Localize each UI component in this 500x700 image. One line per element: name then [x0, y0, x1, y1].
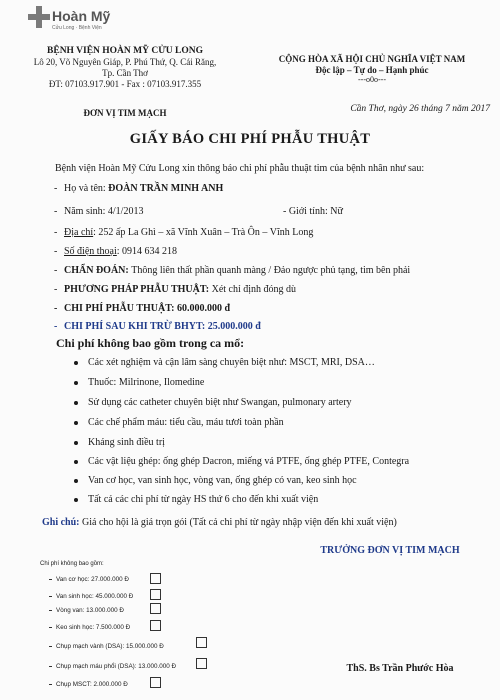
logo-brand: Hoàn Mỹ [52, 8, 111, 24]
hospital-phone-fax: ĐT: 07103.917.901 - Fax : 07103.917.355 [48, 79, 202, 89]
patient-phone-label: Số điện thoại [64, 246, 117, 257]
checkbox[interactable] [150, 603, 161, 614]
signature-title: TRƯỞNG ĐƠN VỊ TIM MẠCH [320, 545, 460, 556]
intro-text: Bệnh viện Hoàn Mỹ Cửu Long xin thông báo chi phí phẫu thuật tim của bệnh nhân như sau: [55, 163, 425, 174]
diagnosis-label: CHẨN ĐOÁN: [64, 265, 132, 276]
patient-address-value: : 252 ấp La Ghì – xã Vĩnh Xuân – Trà Ôn – Vĩnh Long [93, 227, 314, 238]
note [42, 517, 397, 528]
patient-phone-value: : 0914 634 218 [116, 246, 178, 257]
signer-name: ThS. Bs Trần Phước Hòa [346, 663, 454, 674]
nation-separator: ---o0o--- [358, 75, 386, 84]
list-item: Kháng sinh điều trị [88, 437, 165, 448]
document-date: Cần Thơ, ngày 26 tháng 7 năm 2017 [350, 104, 490, 114]
extra-costs-heading: Chi phí không bao gồm: [40, 561, 104, 567]
diagnosis-row: - CHẨN ĐOÁN: Thông liên thất phần quanh màng / Đảo ngược phủ tạng, tim bên phải [54, 265, 411, 276]
checkbox[interactable] [150, 589, 161, 600]
checkbox[interactable] [150, 620, 161, 631]
patient-gender-row [283, 206, 343, 217]
checkbox[interactable] [150, 573, 161, 584]
extra-cost-item: Vòng van: 13.000.000 Đ [56, 607, 124, 614]
patient-address-label: Địa chỉ [64, 227, 94, 238]
document-title: GIẤY BÁO CHI PHÍ PHẪU THUẬT [129, 131, 371, 147]
extra-cost-item: Van cơ học: 27.000.000 Đ [56, 576, 129, 583]
cross-logo-icon [28, 6, 50, 28]
checkbox[interactable] [196, 637, 207, 648]
patient-dob-label: Năm sinh: [64, 206, 108, 217]
cost-after-insurance-row: - CHI PHÍ SAU KHI TRỪ BHYT: 25.000.000 đ [54, 321, 261, 332]
surgery-cost-row: - CHI PHÍ PHẪU THUẬT: 60.000.000 đ [54, 303, 231, 314]
patient-address-row: - Địa chỉ: 252 ấp La Ghì – xã Vĩnh Xuân – Trà Ôn – Vĩnh Long [54, 227, 314, 238]
surgery-method-label: PHƯƠNG PHÁP PHẪU THUẬT: [64, 284, 212, 295]
list-item: Thuốc: Milrinone, Ilomedine [88, 377, 204, 388]
nation-motto: Độc lập – Tự do – Hạnh phúc [315, 65, 429, 75]
national-header [262, 54, 482, 84]
hospital-header [20, 46, 230, 90]
checkbox[interactable] [196, 658, 207, 669]
surgery-method-value: Xét chỉ định đóng dù [211, 284, 297, 295]
list-item: Tất cả các chi phí từ ngày HS thứ 6 cho đến khi xuất viện [88, 494, 318, 505]
extra-cost-item: Chụp mạch máu phổi (DSA): 13.000.000 Đ [56, 663, 176, 670]
surgery-method-row: - PHƯƠNG PHÁP PHẪU THUẬT: Xét chỉ định đóng dù [54, 284, 297, 295]
hospital-logo [22, 6, 111, 31]
patient-gender-label: - Giới tính: [283, 206, 331, 217]
hospital-address-line-2: Tp. Cần Thơ [102, 68, 148, 78]
list-item: Các chế phẩm máu: tiểu cầu, máu tươi toàn phần [88, 417, 284, 428]
patient-name-label: Họ và tên: [64, 183, 109, 194]
list-item: Các xét nghiệm và cận lâm sàng chuyên biệt như: MSCT, MRI, DSA… [88, 357, 375, 368]
cost-after-insurance: CHI PHÍ SAU KHI TRỪ BHYT: 25.000.000 đ [64, 321, 261, 332]
hospital-name: BỆNH VIỆN HOÀN MỸ CỬU LONG [47, 46, 203, 56]
note-text: Giá cho hội là giá trọn gói (Tất cả chi phí từ ngày nhập viện đến khi xuất viện) [82, 517, 397, 528]
checkbox[interactable] [150, 677, 161, 688]
list-item: Sử dụng các catheter chuyên biệt như Swangan, pulmonary artery [88, 397, 352, 408]
extra-cost-item: Chụp MSCT: 2.000.000 Đ [56, 681, 128, 688]
patient-name-value: ĐOÀN TRẦN MINH ANH [108, 183, 224, 194]
patient-gender-value: Nữ [330, 206, 343, 217]
hospital-address-line-1: Lô 20, Võ Nguyên Giáp, P. Phú Thứ, Q. Cái Răng, [33, 57, 217, 67]
patient-dob-value: 4/1/2013 [107, 206, 144, 217]
section-title: Chi phí không bao gồm trong ca mổ: [56, 336, 245, 350]
patient-name-row: - Họ và tên: ĐOÀN TRẦN MINH ANH [54, 183, 224, 194]
list-item: Van cơ học, van sinh học, vòng van, ống ghép có van, keo sinh học [88, 475, 357, 486]
extra-cost-item: Chụp mạch vành (DSA): 15.000.000 Đ [56, 643, 164, 650]
patient-dob-row: - Năm sinh: 4/1/2013 [54, 206, 144, 217]
extra-cost-item: Keo sinh học: 7.500.000 Đ [56, 624, 130, 631]
patient-phone-row: - Số điện thoại: 0914 634 218 [54, 246, 178, 257]
nation-title: CỘNG HÒA XÃ HỘI CHỦ NGHĨA VIỆT NAM [278, 54, 466, 64]
surgery-cost: CHI PHÍ PHẪU THUẬT: 60.000.000 đ [64, 303, 231, 314]
note-label: Ghi chú: [42, 517, 83, 528]
department-name: ĐƠN VỊ TIM MẠCH [83, 108, 167, 118]
diagnosis-value: Thông liên thất phần quanh màng / Đảo ngược phủ tạng, tim bên phải [131, 265, 411, 276]
logo-tagline: Cửu Long · Bệnh Viện [52, 25, 102, 31]
list-item: Các vật liệu ghép: ống ghép Dacron, miếng vá PTFE, ống ghép PTFE, Contegra [88, 456, 409, 467]
extra-cost-item: Van sinh học: 45.000.000 Đ [56, 593, 133, 600]
